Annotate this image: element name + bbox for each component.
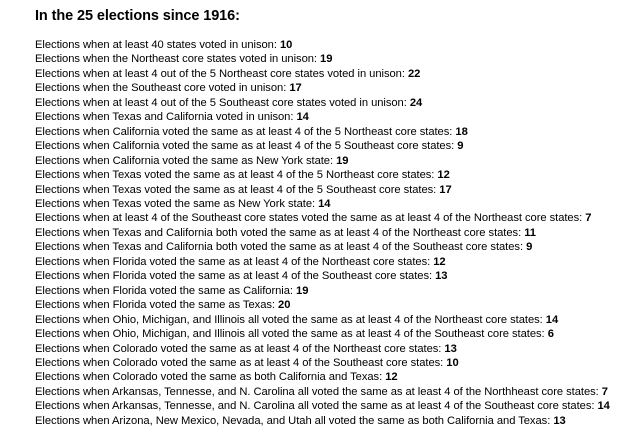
stat-row: [35, 313, 610, 327]
stat-value: 14: [318, 197, 331, 210]
stat-label: Elections when Texas voted the same as at least 4 of the 5 Northeast core states:: [35, 169, 438, 182]
stat-label: Elections when Florida voted the same as at least 4 of the Northeast core states:: [35, 255, 434, 268]
stat-label: Elections when California voted the same as at least 4 of the 5 Southeast core states:: [35, 140, 458, 153]
stat-label: Elections when Arizona, New Mexico, Nevada, and Utah all voted the same as both California and Texas:: [35, 414, 554, 427]
stat-label: Elections when California voted the same as at least 4 of the 5 Northeast core states:: [35, 125, 456, 138]
stat-value: 14: [545, 313, 559, 326]
stat-row: [35, 197, 610, 211]
stat-row: [35, 110, 610, 124]
stat-row: [35, 356, 610, 370]
stat-value: 14: [597, 400, 610, 413]
stat-value: 10: [279, 39, 293, 51]
stat-row: [35, 154, 610, 168]
stat-row: [35, 342, 610, 356]
stat-value: 6: [547, 328, 554, 341]
stat-row: [35, 81, 610, 95]
stat-label: Elections when Texas voted the same as New York state:: [35, 197, 319, 210]
stat-value: 10: [446, 356, 459, 369]
stat-row: [35, 327, 610, 341]
stat-value: 20: [278, 299, 291, 312]
stat-row: [35, 414, 610, 428]
stat-row: [35, 52, 610, 66]
stat-label: Elections when Florida voted the same as at least 4 of the Southeast core states:: [35, 270, 436, 283]
stat-row: [35, 139, 610, 153]
stat-label: Elections when Colorado voted the same as at least 4 of the Northeast core states:: [35, 342, 445, 355]
stat-label: Elections when at least 4 out of the 5 Southeast core states voted in unison:: [35, 96, 410, 109]
stat-value: 19: [320, 53, 333, 66]
stat-value: 22: [407, 67, 421, 80]
stat-row: [35, 125, 610, 139]
stat-value: 11: [524, 226, 536, 239]
stat-value: 12: [437, 169, 450, 182]
stat-label: Elections when Ohio, Michigan, and Illinois all voted the same as at least 4 of the Northeast core states:: [35, 313, 546, 326]
stat-value: 7: [585, 212, 592, 225]
stat-value: 17: [289, 82, 302, 95]
stat-value: 9: [526, 241, 533, 254]
stat-value: 12: [385, 371, 398, 384]
stat-label: Elections when Arkansas, Tennesse, and N. Carolina all voted the same as at least 4 of the Northheast core states:: [35, 385, 602, 398]
stat-label: Elections when at least 40 states voted in unison:: [35, 39, 280, 51]
stat-value: 9: [457, 140, 464, 153]
stat-label: Elections when Ohio, Michigan, and Illinois all voted the same as at least 4 of the Southeast core states:: [35, 328, 548, 341]
stat-value: 14: [296, 111, 309, 124]
stat-label: Elections when Texas and California both voted the same as at least 4 of the Southeast core states:: [35, 241, 527, 254]
stat-value: 7: [601, 385, 608, 398]
stat-row: [35, 38, 610, 52]
stat-label: Elections when Texas voted the same as at least 4 of the 5 Southeast core states:: [35, 183, 440, 196]
stat-value: 17: [439, 183, 452, 196]
stat-row: [35, 298, 610, 312]
stat-row: [35, 226, 610, 240]
stat-label: Elections when the Northeast core states voted in unison:: [35, 53, 321, 66]
stat-row: [35, 284, 610, 298]
stat-row: [35, 370, 610, 384]
stat-label: Elections when Texas and California voted in unison:: [35, 111, 297, 124]
election-stats-list: [35, 38, 610, 428]
stat-value: 13: [435, 270, 448, 283]
stat-label: Elections when Colorado voted the same as at least 4 of the Southeast core states:: [35, 356, 447, 369]
stat-row: [35, 67, 610, 81]
stat-label: Elections when California voted the same as New York state:: [35, 154, 337, 167]
stat-value: 12: [433, 255, 446, 268]
stat-row: [35, 240, 610, 254]
stat-label: Elections when Texas and California both voted the same as at least 4 of the Northeast core states:: [35, 226, 525, 239]
stat-label: Elections when Colorado voted the same as both California and Texas:: [35, 371, 386, 384]
stat-label: Elections when Florida voted the same as California:: [35, 284, 297, 297]
stat-row: [35, 269, 610, 283]
stat-row: [35, 168, 610, 182]
stat-label: Elections when at least 4 of the Southeast core states voted the same as at least 4 of the Northeast core states:: [35, 212, 586, 225]
stat-label: Elections when Arkansas, Tennesse, and N. Carolina all voted the same as at least 4 of the Southeast core states:: [35, 400, 598, 413]
stat-value: 19: [336, 154, 349, 167]
stat-value: 13: [444, 342, 457, 355]
stat-value: 13: [553, 414, 566, 427]
stat-row: [35, 385, 610, 399]
stat-row: [35, 255, 610, 269]
stat-row: [35, 183, 610, 197]
stat-value: 19: [296, 284, 309, 297]
stat-value: 18: [455, 125, 468, 138]
stat-label: Elections when at least 4 out of the 5 Northeast core states voted in unison:: [35, 67, 408, 80]
stat-label: Elections when the Southeast core voted in unison:: [35, 82, 290, 95]
page-title: In the 25 elections since 1916:: [35, 8, 240, 24]
stat-value: 24: [409, 96, 423, 109]
stat-row: [35, 399, 610, 413]
stat-label: Elections when Florida voted the same as Texas:: [35, 299, 279, 312]
stat-row: [35, 211, 610, 225]
stat-row: [35, 96, 610, 110]
